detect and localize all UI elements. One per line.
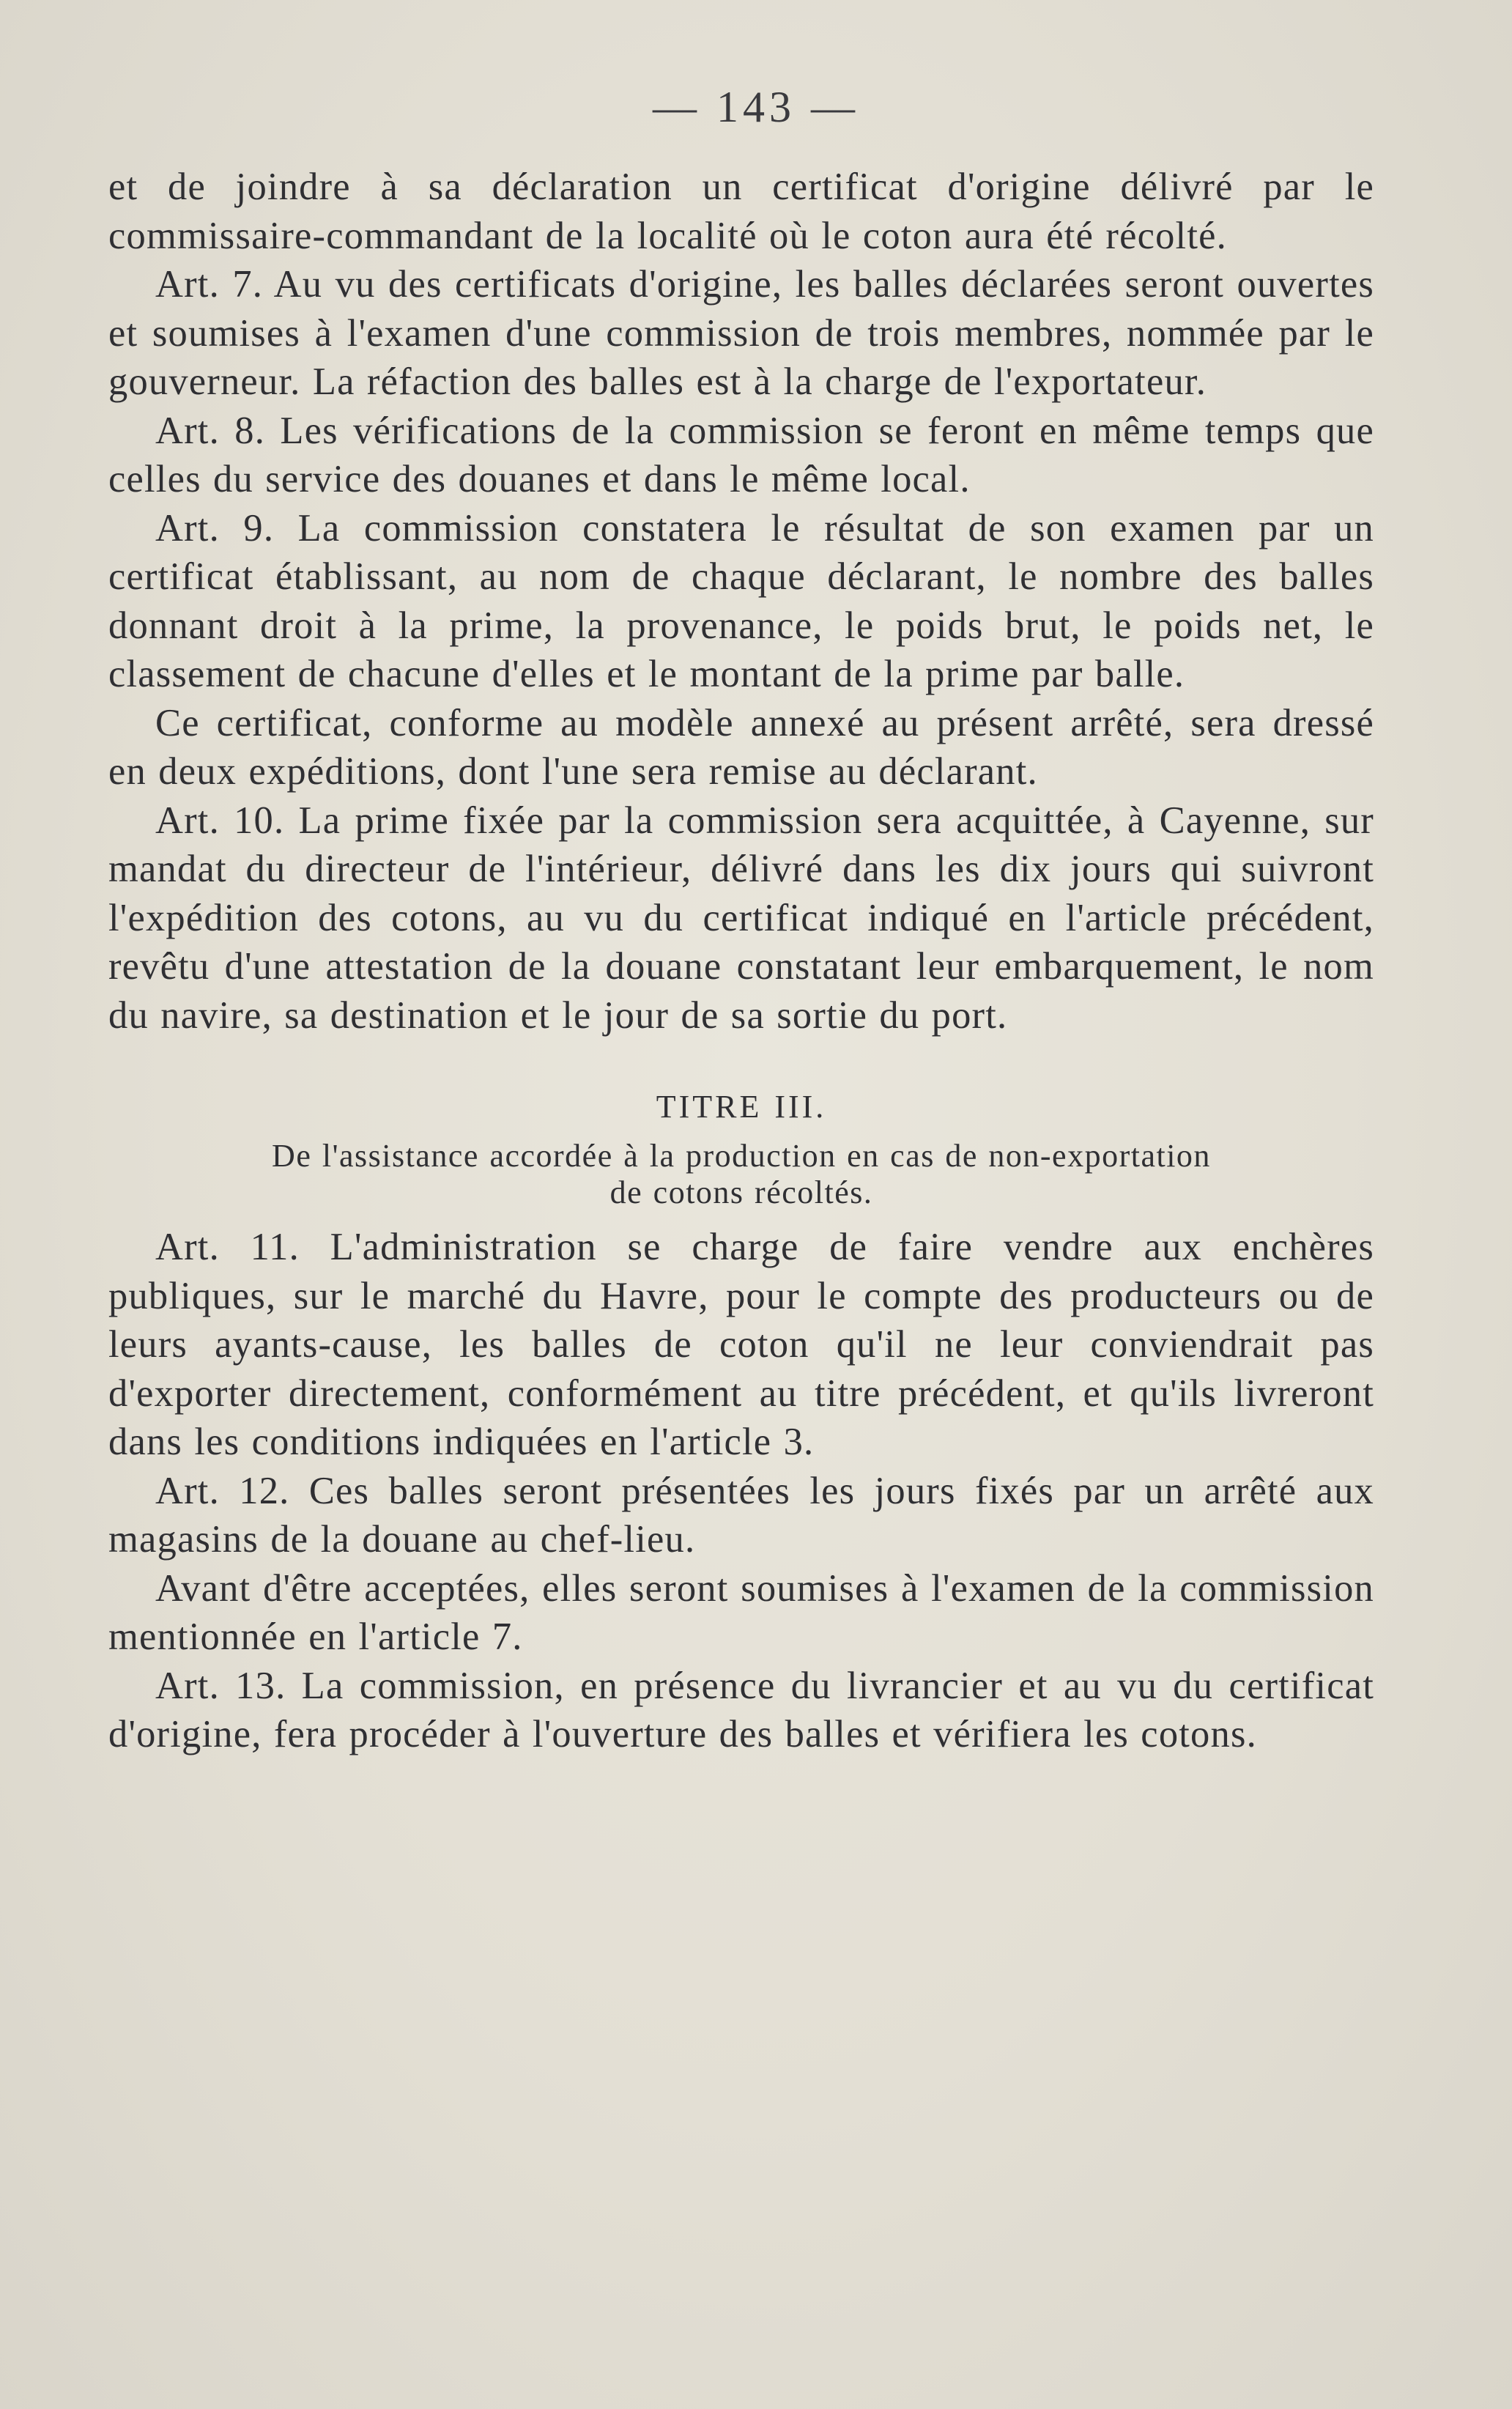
- section-subtitle-line-2: de cotons récoltés.: [609, 1174, 873, 1210]
- paragraph-article-10: Art. 10. La prime fixée par la commission sera acquittée, à Cayenne, sur mandat du directeur de l'intérieur, délivré dans les dix jours qui suivront l'expédition des cotons, au vu du certificat indiqué en l'article précédent, revêtu d'une attestation de la douane constatant leur embarquement, le nom du navire, sa destination et le jour de sa sortie du port.: [108, 799, 1374, 1037]
- paragraph-article-11: Art. 11. L'administration se charge de faire vendre aux enchères publiques, sur le marché du Havre, pour le compte des producteurs ou de leurs ayants-cause, les balles de coton qu'il ne leur conviendrait pas d'exporter directement, conformément au titre précédent, et qu'ils livreront dans les conditions indiquées en l'article 3.: [108, 1226, 1374, 1463]
- paragraph-examination: Avant d'être acceptées, elles seront soumises à l'examen de la commission mentionnée en l'article 7.: [108, 1566, 1374, 1658]
- paragraph-article-12: Art. 12. Ces balles seront présentées les jours fixés par un arrêté aux magasins de la douane au chef-lieu.: [108, 1469, 1374, 1561]
- body-text: [108, 163, 1374, 1759]
- section-subtitle-line-1: De l'assistance accordée à la production en cas de non-exportation: [272, 1138, 1211, 1174]
- paragraph-article-13: Art. 13. La commission, en présence du livrancier et au vu du certificat d'origine, fera procéder à l'ouverture des balles et vérifiera les cotons.: [108, 1664, 1374, 1755]
- paragraph-article-9: Art. 9. La commission constatera le résultat de son examen par un certificat établissant, au nom de chaque déclarant, le nombre des balles donnant droit à la prime, la provenance, le poids brut, le poids net, le classement de chacune d'elles et le montant de la prime par balle.: [108, 506, 1374, 695]
- paragraph-continuation: et de joindre à sa déclaration un certificat d'origine délivré par le commissaire-commandant de la localité où le coton aura été récolté.: [108, 166, 1374, 257]
- paragraph-article-7: Art. 7. Au vu des certificats d'origine, les balles déclarées seront ouvertes et soumises à l'examen d'une commission de trois membres, nommée par le gouverneur. La réfaction des balles est à la charge de l'exportateur.: [108, 263, 1374, 403]
- section-heading: [108, 1085, 1374, 1211]
- page-number: — 143 —: [653, 83, 859, 131]
- paragraph-certificate: Ce certificat, conforme au modèle annexé au présent arrêté, sera dressé en deux expéditions, dont l'une sera remise au déclarant.: [108, 701, 1374, 793]
- paragraph-article-8: Art. 8. Les vérifications de la commission se feront en même temps que celles du service des douanes et dans le même local.: [108, 409, 1374, 500]
- section-title: TITRE III.: [656, 1089, 827, 1125]
